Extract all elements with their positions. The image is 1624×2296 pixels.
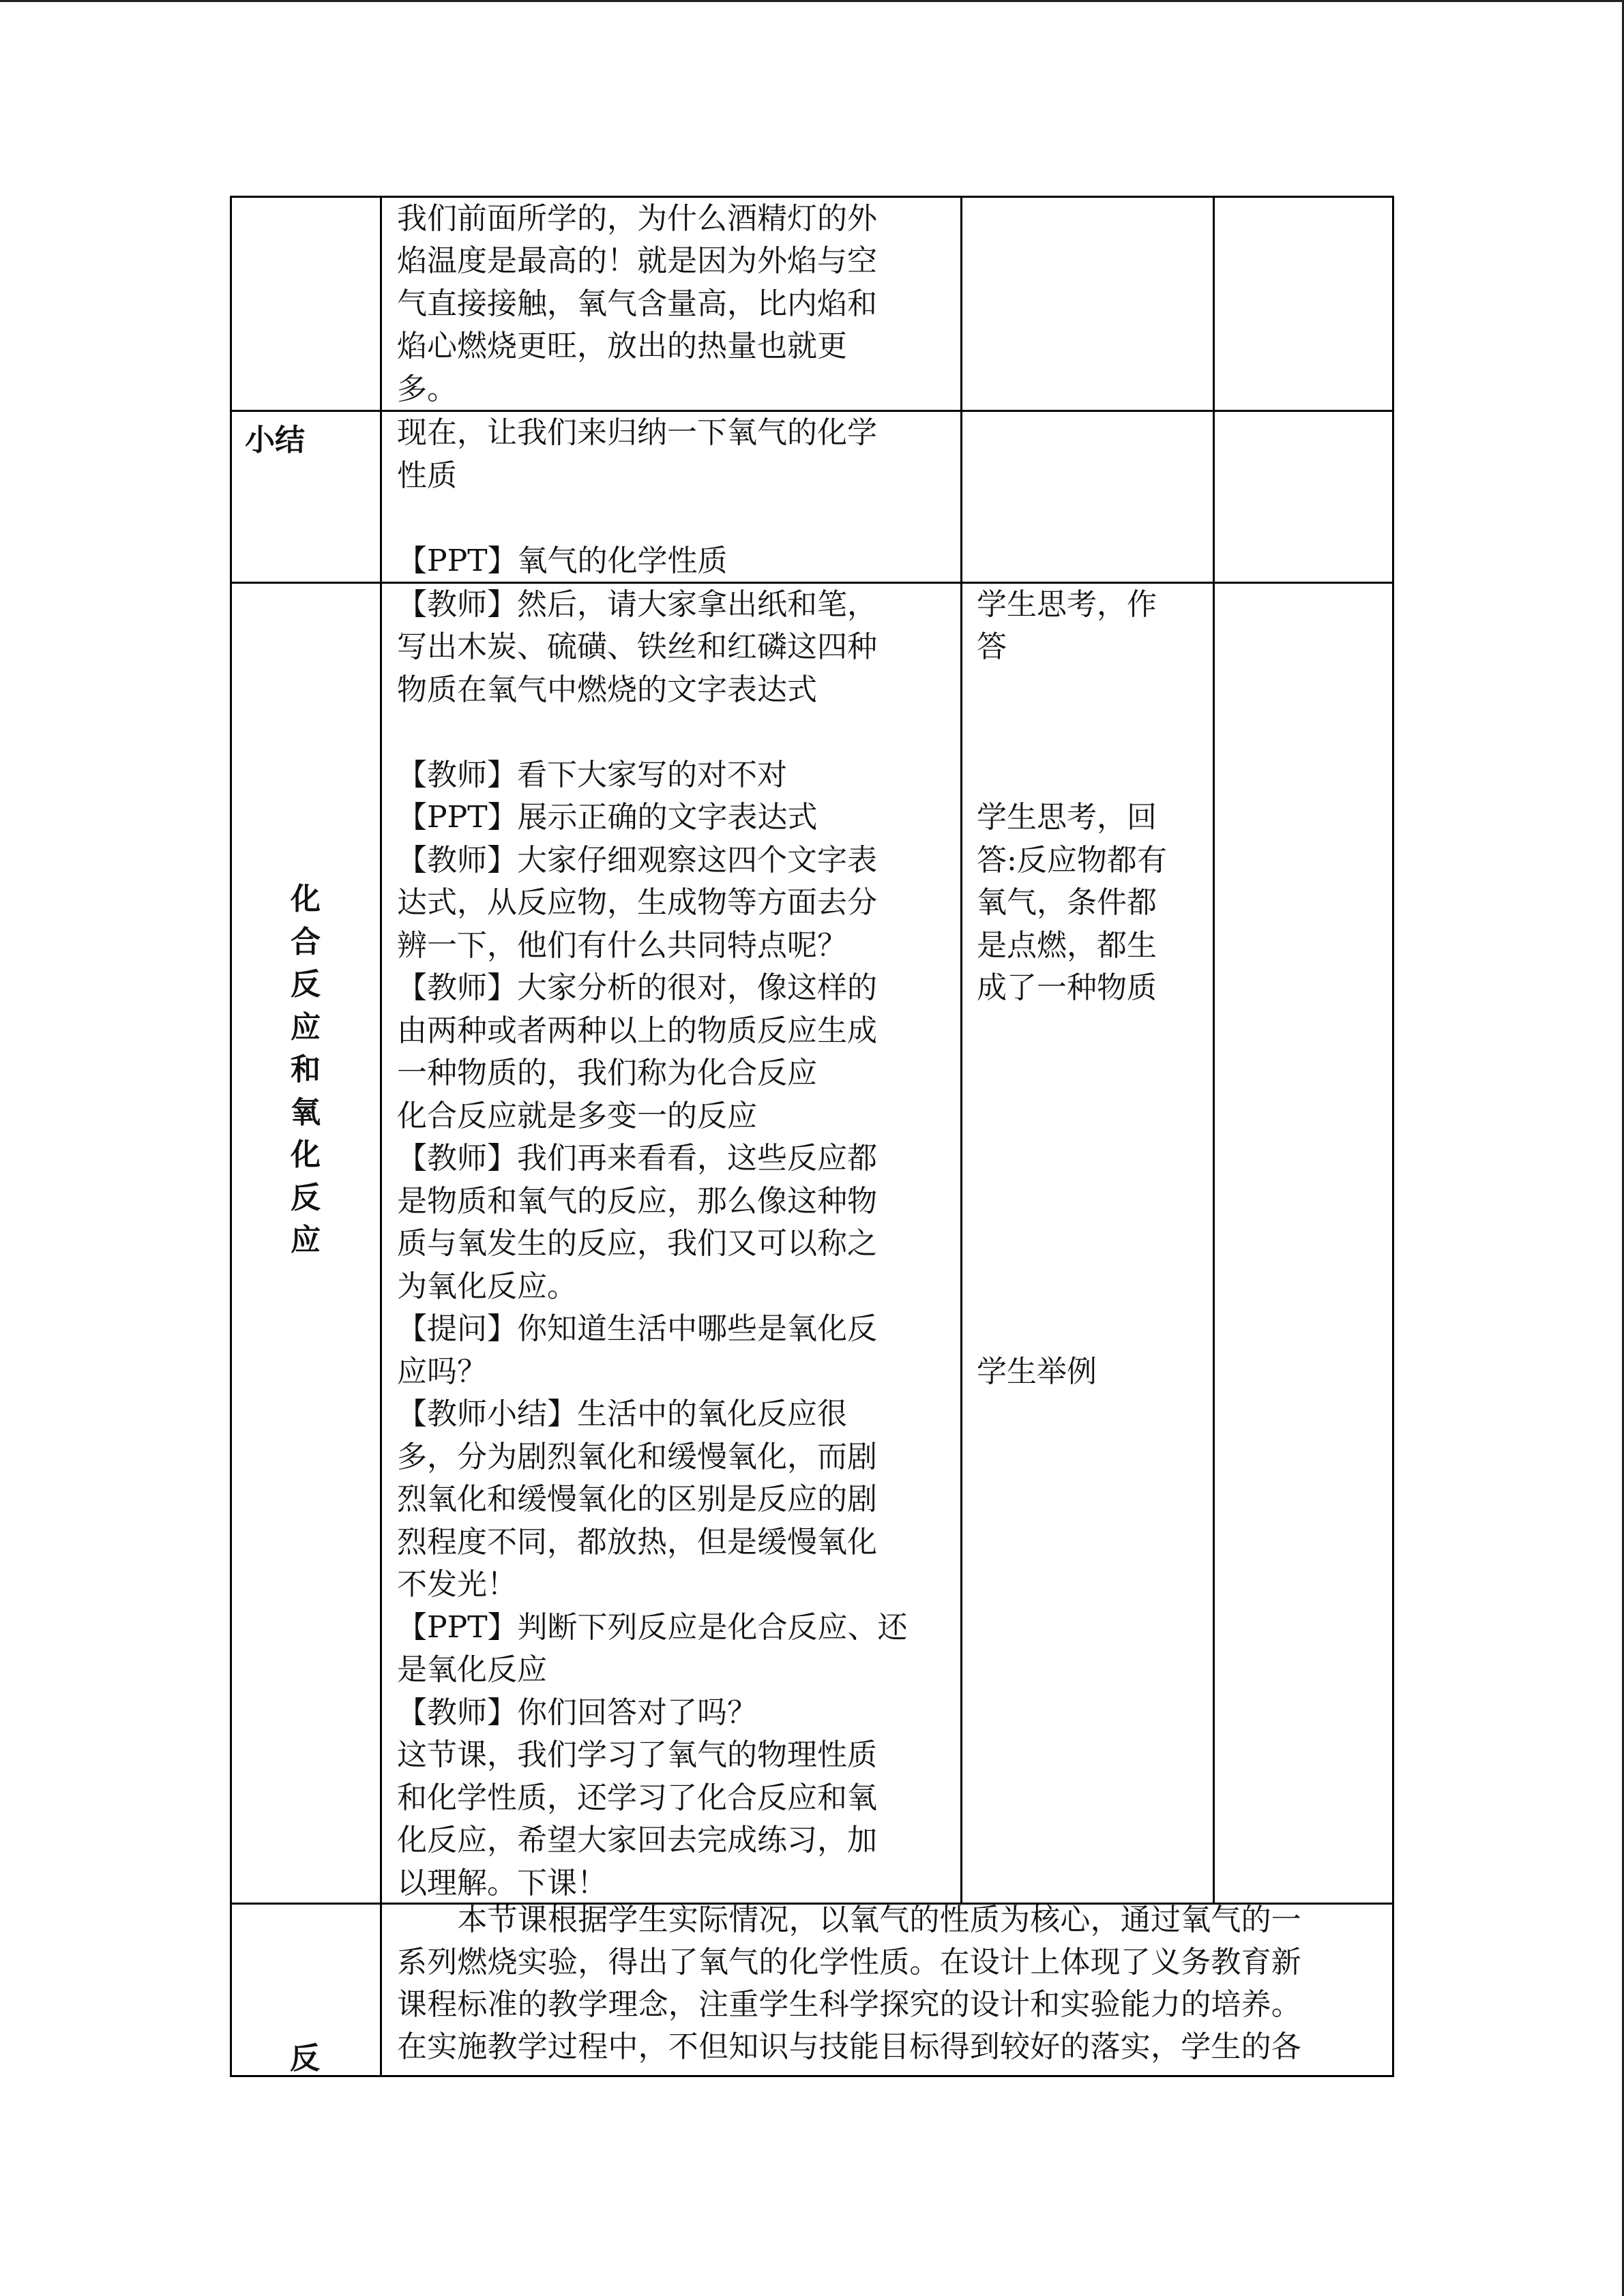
table-border-right xyxy=(1392,196,1394,2077)
content-line: 系列燃烧实验，得出了氧气的化学性质。在设计上体现了义务教育新 xyxy=(397,1945,1301,1980)
content-line: 辨一下，他们有什么共同特点呢？ xyxy=(397,928,847,963)
content-line: 【教师】大家仔细观察这四个文字表 xyxy=(397,843,877,878)
content-line: 我们前面所学的，为什么酒精灯的外 xyxy=(397,201,877,236)
content-line: 以理解。下课！ xyxy=(397,1866,607,1900)
content-line: 烈氧化和缓慢氧化的区别是反应的剧 xyxy=(397,1482,877,1517)
content-line: 【PPT】展示正确的文字表达式 xyxy=(397,800,818,835)
label-char: 应 xyxy=(291,1223,321,1257)
content-line: 不发光！ xyxy=(397,1567,517,1602)
label-char: 化 xyxy=(291,1137,321,1172)
student-line: 成了一种物质 xyxy=(977,970,1157,1005)
label-char: 和 xyxy=(291,1052,321,1087)
label-char: 反 xyxy=(291,967,321,1002)
content-line: 焰温度是最高的！就是因为外焰与空 xyxy=(397,243,877,278)
content-line: 本节课根据学生实际情况，以氧气的性质为核心，通过氧气的一 xyxy=(397,1903,1301,1937)
student-line: 答:反应物都有 xyxy=(977,843,1167,878)
content-line: 是氧化反应 xyxy=(397,1652,547,1687)
student-line: 学生举例 xyxy=(977,1354,1097,1389)
content-line: 为氧化反应。 xyxy=(397,1269,577,1304)
label-char: 反 xyxy=(291,1180,321,1215)
row2-label: 小结 xyxy=(245,423,305,458)
content-line: 是物质和氧气的反应，那么像这种物 xyxy=(397,1184,877,1219)
content-line: 多，分为剧烈氧化和缓慢氧化，而剧 xyxy=(397,1440,877,1474)
content-line: 和化学性质，还学习了化合反应和氧 xyxy=(397,1780,877,1815)
content-line: 达式，从反应物，生成物等方面去分 xyxy=(397,885,877,920)
content-line: 一种物质的，我们称为化合反应 xyxy=(397,1056,817,1090)
content-line: 【教师】大家分析的很对，像这样的 xyxy=(397,970,877,1005)
student-line: 氧气，条件都 xyxy=(977,885,1157,920)
row3-label xyxy=(290,878,321,1262)
content-line: 课程标准的教学理念，注重学生科学探究的设计和实验能力的培养。 xyxy=(397,1987,1301,2022)
content-line: 【教师】然后，请大家拿出纸和笔， xyxy=(397,587,877,622)
student-line: 是点燃，都生 xyxy=(977,928,1157,963)
col-divider-1 xyxy=(380,196,382,2077)
content-line: 焰心燃烧更旺，放出的热量也就更 xyxy=(397,329,847,363)
col-divider-3 xyxy=(1213,196,1215,1905)
content-line: 【教师】看下大家写的对不对 xyxy=(397,758,787,792)
table-border-left xyxy=(230,196,232,2077)
content-line: 化合反应就是多变一的反应 xyxy=(397,1099,757,1133)
content-line: 这节课，我们学习了氧气的物理性质 xyxy=(397,1738,877,1772)
content-line: 化反应，希望大家回去完成练习，加 xyxy=(397,1823,877,1858)
row4-label: 反 xyxy=(290,2041,320,2076)
label-char: 化 xyxy=(291,882,321,916)
student-line: 学生思考，回 xyxy=(977,800,1157,835)
content-line: 【提问】你知道生活中哪些是氧化反 xyxy=(397,1311,877,1346)
row4-content xyxy=(397,1899,1301,2068)
table-border-bottom xyxy=(230,2075,1394,2077)
content-line: 在实施教学过程中，不但知识与技能目标得到较好的落实，学生的各 xyxy=(397,2029,1301,2064)
col-divider-2 xyxy=(960,196,962,1905)
student-line: 学生思考，作 xyxy=(977,587,1157,622)
content-line: 【PPT】氧气的化学性质 xyxy=(397,543,728,578)
content-line: 由两种或者两种以上的物质反应生成 xyxy=(397,1013,877,1048)
content-line: 【PPT】判断下列反应是化合反应、还 xyxy=(397,1610,908,1645)
content-line: 现在，让我们来归纳一下氧气的化学 xyxy=(397,415,877,450)
content-line: 气直接接触，氧气含量高，比内焰和 xyxy=(397,286,877,321)
content-line: 【教师小结】生活中的氧化反应很 xyxy=(397,1397,847,1431)
content-line: 烈程度不同，都放热，但是缓慢氧化 xyxy=(397,1525,877,1560)
content-line: 物质在氧气中燃烧的文字表达式 xyxy=(397,672,817,707)
content-line: 多。 xyxy=(397,372,457,406)
label-char: 应 xyxy=(291,1009,321,1045)
content-line: 质与氧发生的反应，我们又可以称之 xyxy=(397,1226,877,1261)
content-line: 【教师】你们回答对了吗？ xyxy=(397,1695,757,1730)
label-char: 氧 xyxy=(291,1094,321,1130)
content-line: 性质 xyxy=(397,458,457,493)
page-top-edge xyxy=(0,0,1624,2)
label-char: 合 xyxy=(291,924,321,959)
content-line: 【教师】我们再来看看，这些反应都 xyxy=(397,1141,877,1176)
content-line: 写出木炭、硫磺、铁丝和红磷这四种 xyxy=(397,629,877,664)
content-line: 应吗？ xyxy=(397,1354,487,1389)
student-line: 答 xyxy=(977,629,1007,664)
